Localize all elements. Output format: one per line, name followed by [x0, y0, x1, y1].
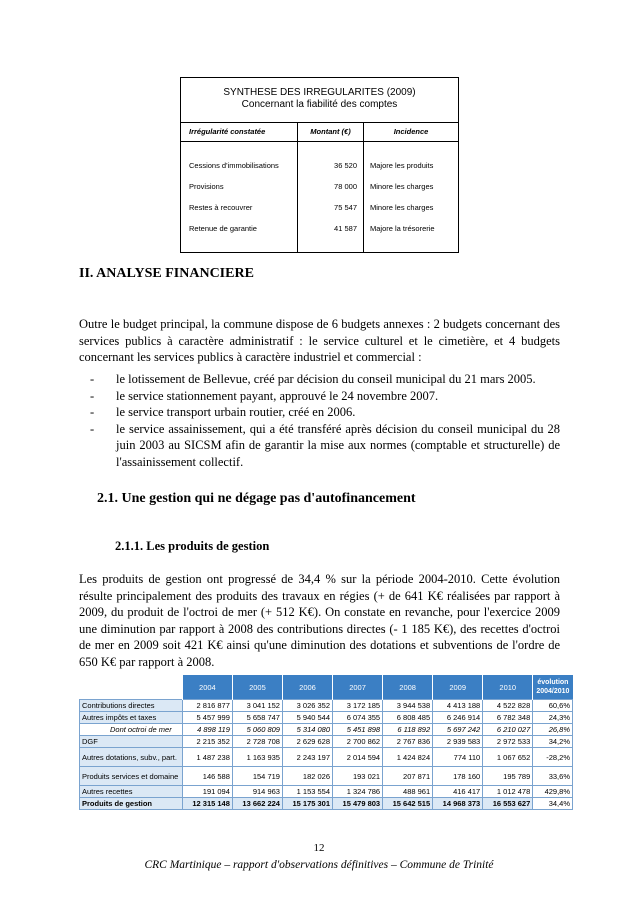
- synthesis-cell: Cessions d'immobilisations: [189, 161, 279, 170]
- synthesis-cell: Retenue de garantie: [189, 224, 257, 233]
- table-cell: 146 588: [182, 767, 232, 786]
- synthesis-body: [181, 142, 458, 252]
- table-cell: 774 110: [433, 748, 483, 767]
- synthesis-cell: Majore la trésorerie: [370, 224, 435, 233]
- table-cell: 416 417: [433, 786, 483, 798]
- table-row: [80, 712, 573, 724]
- table-cell: 15 175 301: [282, 798, 332, 810]
- table-cell: 178 160: [433, 767, 483, 786]
- finance-header-evolution: évolution 2004/2010: [533, 675, 573, 700]
- table-cell: 6 782 348: [483, 712, 533, 724]
- synthesis-cell: 75 547: [334, 203, 357, 212]
- evolution-cell: 26,8%: [533, 724, 573, 736]
- table-cell: 2 629 628: [282, 736, 332, 748]
- synthesis-header-incidence: Incidence: [393, 127, 429, 136]
- table-cell: 488 961: [383, 786, 433, 798]
- table-cell: 5 697 242: [433, 724, 483, 736]
- table-cell: 6 210 027: [483, 724, 533, 736]
- table-cell: 1 324 786: [333, 786, 383, 798]
- row-label: DGF: [80, 736, 183, 748]
- evolution-cell: 429,8%: [533, 786, 573, 798]
- table-cell: 2 972 533: [483, 736, 533, 748]
- finance-header-year: 2008: [383, 675, 433, 700]
- table-cell: 2 767 836: [383, 736, 433, 748]
- table-cell: 5 451 898: [333, 724, 383, 736]
- table-row: [80, 700, 573, 712]
- table-cell: 4 522 828: [483, 700, 533, 712]
- row-label: Produits de gestion: [80, 798, 183, 810]
- page-number: 12: [313, 842, 325, 854]
- finance-body: [80, 700, 573, 810]
- table-cell: 15 642 515: [383, 798, 433, 810]
- subsection-title: 2.1. Une gestion qui ne dégage pas d'autofinancement: [97, 491, 416, 506]
- table-cell: 914 963: [232, 786, 282, 798]
- synthesis-header-montant: Montant (€): [298, 123, 364, 141]
- evolution-cell: 33,6%: [533, 767, 573, 786]
- finance-header-year: 2004: [182, 675, 232, 700]
- table-cell: 13 662 224: [232, 798, 282, 810]
- table-cell: 4 413 188: [433, 700, 483, 712]
- table-cell: 195 789: [483, 767, 533, 786]
- table-cell: 5 940 544: [282, 712, 332, 724]
- row-label: Produits services et domaine: [80, 767, 183, 786]
- synthesis-col-incidence: [364, 142, 458, 252]
- table-row: [80, 786, 573, 798]
- table-cell: 6 074 355: [333, 712, 383, 724]
- synthesis-title-block: [181, 78, 458, 123]
- row-label: Autres impôts et taxes: [80, 712, 183, 724]
- table-cell: 2 243 197: [282, 748, 332, 767]
- table-cell: 5 457 999: [182, 712, 232, 724]
- table-row: [80, 748, 573, 767]
- table-cell: 6 118 892: [383, 724, 433, 736]
- page-footer: CRC Martinique – rapport d'observations définitives – Commune de Trinité: [144, 859, 494, 871]
- list-item: - le service assainissement, qui a été transféré après décision du conseil municipal du 28 juin 2003 au SICSM afin de garantir la mise aux normes (comptable et structurelle) de l'assainissement collectif.: [90, 421, 560, 469]
- subsubsection-title: 2.1.1. Les produits de gestion: [115, 539, 270, 553]
- table-cell: 3 944 538: [383, 700, 433, 712]
- synthesis-cell: Minore les charges: [370, 182, 434, 191]
- budget-list: [90, 371, 560, 470]
- table-cell: 2 728 708: [232, 736, 282, 748]
- row-label: Autres dotations, subv., part.: [80, 748, 183, 767]
- table-cell: 207 871: [383, 767, 433, 786]
- table-row: [80, 736, 573, 748]
- table-cell: 4 898 119: [182, 724, 232, 736]
- evolution-cell: 34,2%: [533, 736, 573, 748]
- synthesis-col-irregularite: [181, 142, 298, 252]
- synthesis-header-irregularite: Irrégularité constatée: [181, 123, 298, 141]
- table-cell: 5 658 747: [232, 712, 282, 724]
- intro-paragraph: Outre le budget principal, la commune dispose de 6 budgets annexes : 2 budgets concernant des services publics à caractère administratif : le service culturel et le cimetière, et 4 budgets concernant les services publics à caractère industriel et commercial :: [79, 317, 560, 364]
- finance-table: [79, 675, 573, 810]
- table-cell: 6 246 914: [433, 712, 483, 724]
- synthesis-header-row: [181, 123, 458, 142]
- table-cell: 191 094: [182, 786, 232, 798]
- table-cell: 1 487 238: [182, 748, 232, 767]
- table-cell: 154 719: [232, 767, 282, 786]
- synthesis-cell: Minore les charges: [370, 203, 434, 212]
- table-row: [80, 767, 573, 786]
- section-title: II. ANALYSE FINANCIERE: [79, 266, 254, 281]
- table-cell: 2 215 352: [182, 736, 232, 748]
- synthesis-cell: 36 520: [334, 161, 357, 170]
- table-cell: 12 315 148: [182, 798, 232, 810]
- table-cell: 1 153 554: [282, 786, 332, 798]
- synthesis-subtitle: Concernant la fiabilité des comptes: [241, 99, 398, 110]
- synthesis-cell: 41 587: [334, 224, 357, 233]
- finance-header-year: 2005: [232, 675, 282, 700]
- synthesis-table: [180, 77, 459, 253]
- table-cell: 1 012 478: [483, 786, 533, 798]
- evolution-cell: 24,3%: [533, 712, 573, 724]
- list-item: - le lotissement de Bellevue, créé par décision du conseil municipal du 21 mars 2005.: [90, 372, 536, 386]
- table-cell: 16 553 627: [483, 798, 533, 810]
- evolution-cell: 34,4%: [533, 798, 573, 810]
- table-cell: 2 014 594: [333, 748, 383, 767]
- synthesis-title: SYNTHESE DES IRREGULARITES (2009): [223, 87, 416, 98]
- table-cell: 1 163 935: [232, 748, 282, 767]
- evolution-cell: 60,6%: [533, 700, 573, 712]
- table-cell: 6 808 485: [383, 712, 433, 724]
- synthesis-cell: Restes à recouvrer: [189, 203, 253, 212]
- body-paragraph: Les produits de gestion ont progressé de 34,4 % sur la période 2004-2010. Cette évolution résulte principalement des produits des travaux en régies (+ de 641 K€ réalisées par rapport à 2009, du produit de l'octroi de mer (+ 512 K€). On constate en revanche, pour l'exercice 2009 une diminution par rapport à 2008 des contributions directes (- 1 185 K€), des recettes d'octroi de mer en 2009 soit 421 K€ ainsi qu'une diminution des dotations et subventions de l'ordre de 650 K€ par rapport à 2008.: [79, 572, 560, 669]
- table-cell: 193 021: [333, 767, 383, 786]
- table-cell: 182 026: [282, 767, 332, 786]
- table-row: [80, 798, 573, 810]
- list-item: - le service transport urbain routier, créé en 2006.: [90, 405, 356, 419]
- table-cell: 2 816 877: [182, 700, 232, 712]
- table-cell: 2 939 583: [433, 736, 483, 748]
- table-cell: 1 067 652: [483, 748, 533, 767]
- evolution-cell: -28,2%: [533, 748, 573, 767]
- table-cell: 5 314 080: [282, 724, 332, 736]
- synthesis-col-montant: [298, 142, 364, 252]
- row-label: Autres recettes: [80, 786, 183, 798]
- table-row: [80, 724, 573, 736]
- table-cell: 1 424 824: [383, 748, 433, 767]
- row-label: Contributions directes: [80, 700, 183, 712]
- table-cell: 15 479 803: [333, 798, 383, 810]
- synthesis-cell: Majore les produits: [370, 161, 434, 170]
- table-cell: 14 968 373: [433, 798, 483, 810]
- synthesis-cell: 78 000: [334, 182, 357, 191]
- list-item: - le service stationnement payant, approuvé le 24 novembre 2007.: [90, 388, 439, 403]
- finance-header-row: [80, 675, 573, 700]
- table-cell: 3 041 152: [232, 700, 282, 712]
- finance-header-blank: [80, 675, 183, 700]
- table-cell: 3 172 185: [333, 700, 383, 712]
- finance-header-year: 2006: [282, 675, 332, 700]
- row-label: Dont octroi de mer: [80, 724, 183, 736]
- finance-header-year: 2007: [333, 675, 383, 700]
- table-cell: 2 700 862: [333, 736, 383, 748]
- table-cell: 5 060 809: [232, 724, 282, 736]
- synthesis-cell: Provisions: [189, 182, 224, 191]
- table-cell: 3 026 352: [282, 700, 332, 712]
- finance-header-year: 2009: [433, 675, 483, 700]
- finance-header-year: 2010: [483, 675, 533, 700]
